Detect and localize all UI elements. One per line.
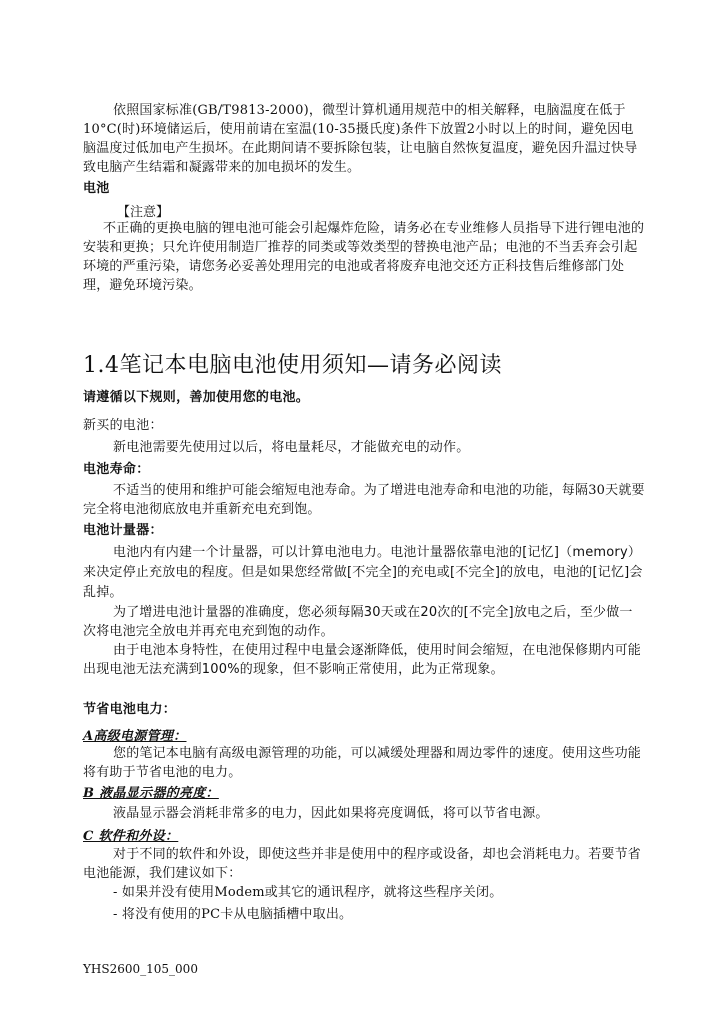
subheading-software-peripherals: C 软件和外设： bbox=[83, 829, 179, 844]
note-label: 【注意】 bbox=[117, 205, 170, 220]
list-item: - 如果并没有使用Modem或其它的通讯程序，就将这些程序关闭。 bbox=[113, 885, 503, 900]
lcd-brightness-paragraph: 液晶显示器会消耗非常多的电力，因此如果将亮度调低，将可以节省电源。 bbox=[113, 806, 549, 821]
gauge-heading: 电池计量器： bbox=[83, 523, 163, 538]
subheading-advanced-power: A高级电源管理： bbox=[83, 729, 187, 744]
save-power-heading: 节省电池电力： bbox=[83, 702, 177, 717]
note-paragraph: 不正确的更换电脑的锂电池可能会引起爆炸危险，请务必在专业维修人员指导下进行锂电池的安装和更换；只允许使用制造厂推荐的同类或等效类型的替换电池产品；电池的不当丢弃会引起环境的严重污染，请您务必妥善处理用完的电池或者将废弃电池交还方正科技售后维修部门处理，避免环境污染。 bbox=[83, 221, 645, 293]
section-title: 1.4笔记本电脑电池使用须知—请务必阅读 bbox=[83, 353, 502, 378]
advanced-power-paragraph: 您的笔记本电脑有高级电源管理的功能，可以减缓处理器和周边零件的速度。使用这些功能将有助于节省电池的电力。 bbox=[83, 746, 642, 780]
new-battery-paragraph: 新电池需要先使用过以后，将电量耗尽，才能做充电的动作。 bbox=[113, 440, 470, 455]
battery-life-heading: 电池寿命： bbox=[83, 462, 150, 477]
subheading-lcd-brightness: B 液晶显示器的亮度： bbox=[83, 786, 219, 801]
intro-paragraph: 依照国家标准(GB/T9813-2000)，微型计算机通用规范中的相关解释，电脑温度在低于10°C(时)环境储运后，使用前请在室温(10-35摄氏度)条件下放置2小时以上的时间，避免因电脑温度过低加电产生损坏。在此期间请不要拆除包装，让电脑自然恢复温度，避免因升温过快导致电脑产生结霜和凝露带来的加电损坏的发生。 bbox=[83, 103, 638, 175]
software-peripherals-paragraph: 对于不同的软件和外设，即使这些并非是使用中的程序或设备，却也会消耗电力。若要节省电池能源，我们建议如下： bbox=[83, 847, 642, 881]
page-footer: YHS2600_105_000 bbox=[83, 962, 198, 976]
gauge-paragraph-2: 为了增进电池计量器的准确度，您必须每隔30天或在20次的[不完全]放电之后，至少做一次将电池完全放电并再充电充到饱的动作。 bbox=[83, 605, 633, 639]
battery-heading: 电池 bbox=[83, 181, 110, 196]
list-item: - 将没有使用的PC卡从电脑插槽中取出。 bbox=[113, 907, 353, 922]
gauge-paragraph-1: 电池内有内建一个计量器，可以计算电池电力。电池计量器依靠电池的[记忆]（memory）来决定停止充放电的程度。但是如果您经常做[不完全]的充电或[不完全]的放电，电池的[记忆]会乱掉。 bbox=[83, 545, 643, 600]
gauge-paragraph-3: 由于电池本身特性，在使用过程中电量会逐渐降低，使用时间会缩短，在电池保修期内可能出现电池无法充满到100%的现象，但不影响正常使用，此为正常现象。 bbox=[83, 643, 642, 677]
new-battery-heading: 新买的电池： bbox=[83, 418, 163, 433]
battery-life-paragraph: 不适当的使用和维护可能会缩短电池寿命。为了增进电池寿命和电池的功能，每隔30天就要完全将电池彻底放电并重新充电充到饱。 bbox=[83, 483, 645, 517]
rules-intro: 请遵循以下规则，善加使用您的电池。 bbox=[83, 390, 310, 405]
